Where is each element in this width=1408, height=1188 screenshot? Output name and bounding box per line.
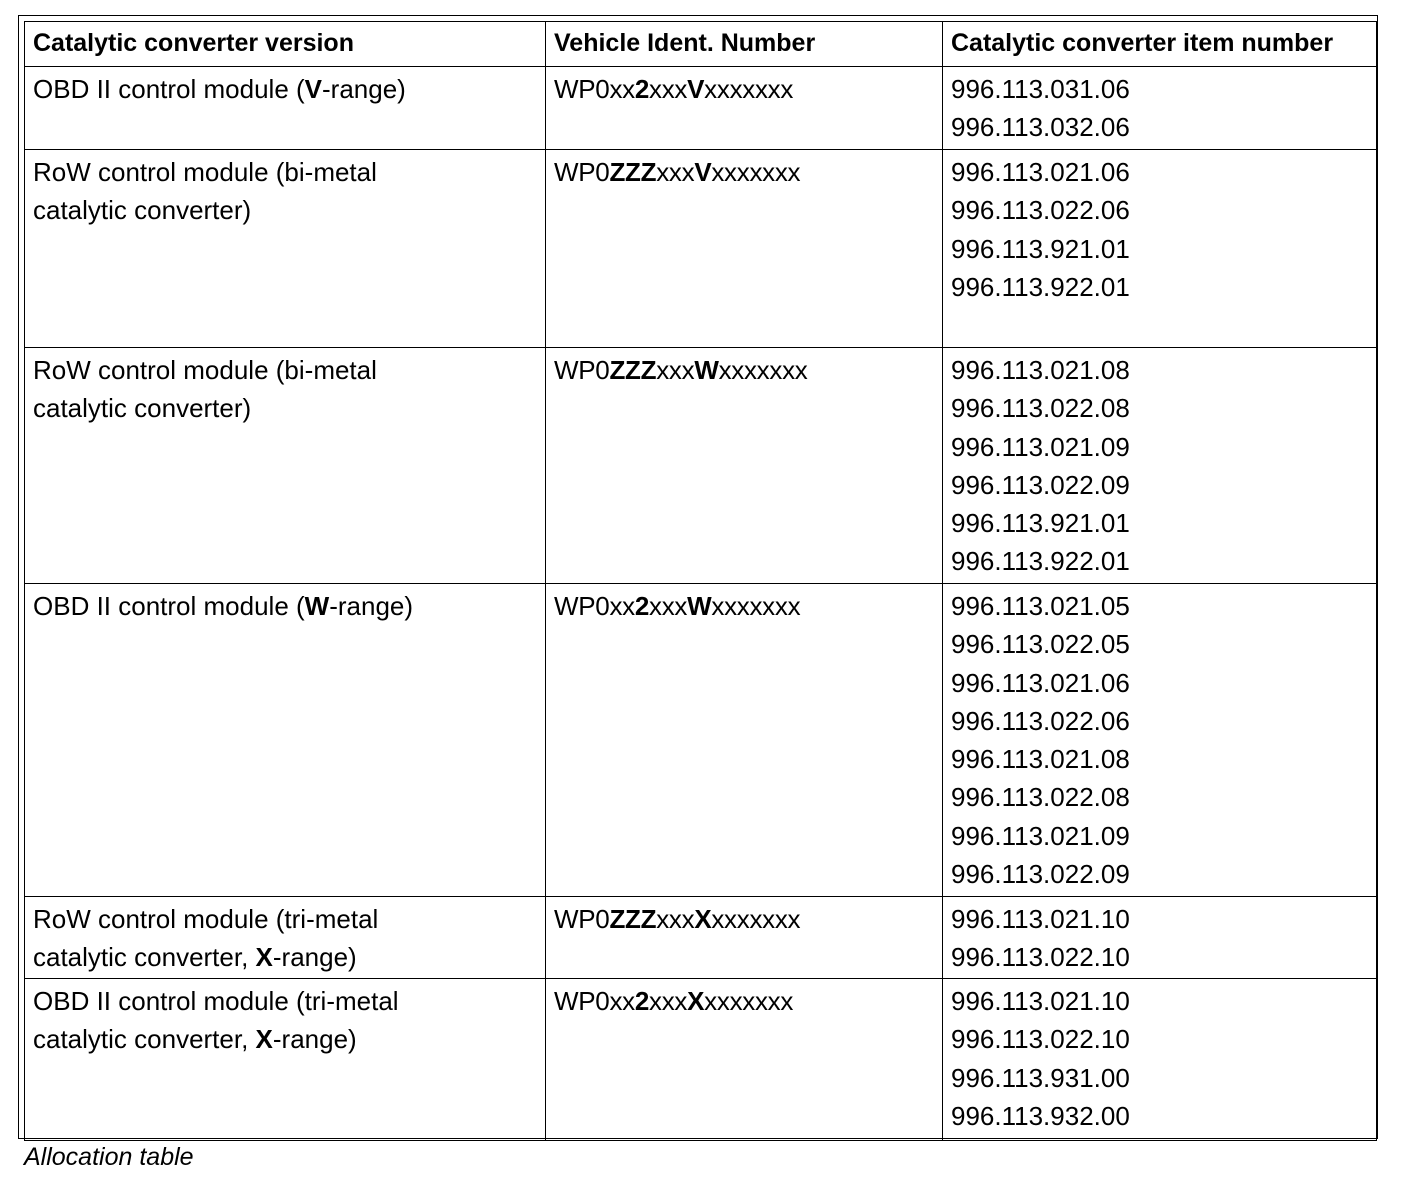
vin-code-bold: 2 bbox=[634, 74, 650, 104]
item-number: 996.113.021.06 bbox=[951, 667, 1130, 698]
version-text: RoW control module (tri-metal bbox=[33, 904, 379, 934]
version-text: OBD II control module ( bbox=[33, 591, 305, 621]
item-number: 996.113.922.01 bbox=[951, 546, 1130, 577]
item-number: 996.113.022.09 bbox=[951, 469, 1130, 500]
vin-code-bold: X bbox=[694, 904, 712, 934]
item-number: 996.113.021.06 bbox=[951, 157, 1130, 187]
version-line bbox=[33, 982, 545, 1020]
item-number: 996.113.022.05 bbox=[951, 629, 1130, 660]
version-text: -range) bbox=[272, 1024, 357, 1055]
version-code-bold: V bbox=[304, 74, 322, 104]
vin-text: WP0 bbox=[554, 157, 610, 187]
vin-text: xxxxxxx bbox=[711, 904, 801, 934]
version-line bbox=[33, 389, 545, 427]
item-number: 996.113.022.09 bbox=[951, 859, 1130, 890]
version-text: RoW control module (bi-metal bbox=[33, 157, 377, 187]
version-text: OBD II control module (tri-metal bbox=[33, 986, 399, 1016]
item-number: 996.113.021.08 bbox=[951, 744, 1130, 775]
version-line bbox=[33, 351, 545, 389]
vin-code-bold: ZZZ bbox=[609, 157, 657, 187]
version-line bbox=[33, 900, 545, 938]
vin-pattern bbox=[554, 351, 942, 389]
cell-converter-version bbox=[25, 897, 546, 979]
cell-vehicle-ident-number bbox=[546, 979, 943, 1141]
item-number: 996.113.921.01 bbox=[951, 508, 1130, 539]
cell-vehicle-ident-number bbox=[546, 584, 943, 897]
vin-code-bold: ZZZ bbox=[609, 355, 657, 385]
vin-text: xxx bbox=[656, 355, 695, 385]
vin-code-bold: X bbox=[687, 986, 705, 1016]
item-number: 996.113.021.08 bbox=[951, 355, 1130, 385]
cell-item-numbers bbox=[943, 897, 1377, 979]
vin-text: xxxxxxx bbox=[711, 591, 801, 621]
allocation-table bbox=[24, 21, 1377, 1141]
item-number: 996.113.022.08 bbox=[951, 782, 1130, 813]
vin-text: WP0 bbox=[554, 904, 610, 934]
vin-code-bold: W bbox=[694, 355, 719, 385]
item-number: 996.113.022.06 bbox=[951, 195, 1130, 226]
vin-code-bold: ZZZ bbox=[609, 904, 657, 934]
table-row bbox=[25, 67, 1377, 150]
version-text: -range) bbox=[329, 591, 414, 621]
header-row bbox=[25, 22, 1377, 67]
cell-item-numbers bbox=[943, 348, 1377, 584]
vin-text: xxxxxxx bbox=[711, 157, 801, 187]
item-number: 996.113.932.00 bbox=[951, 1100, 1130, 1131]
version-text: catalytic converter) bbox=[33, 393, 252, 424]
version-line bbox=[33, 153, 545, 191]
version-text: RoW control module (bi-metal bbox=[33, 355, 377, 385]
vin-text: WP0xx bbox=[554, 74, 635, 104]
cell-converter-version bbox=[25, 150, 546, 348]
cell-item-numbers bbox=[943, 67, 1377, 150]
version-code-bold: X bbox=[255, 942, 273, 973]
vin-text: xxxxxxx bbox=[718, 355, 808, 385]
vin-text: xxx bbox=[656, 157, 695, 187]
cell-vehicle-ident-number bbox=[546, 67, 943, 150]
version-line bbox=[33, 587, 545, 625]
vin-text: xxxxxxx bbox=[704, 74, 794, 104]
version-text: catalytic converter, bbox=[33, 1024, 256, 1055]
item-number: 996.113.021.10 bbox=[951, 986, 1130, 1016]
table-row bbox=[25, 979, 1377, 1141]
version-line bbox=[33, 1020, 545, 1058]
cell-vehicle-ident-number bbox=[546, 150, 943, 348]
vin-code-bold: V bbox=[687, 74, 705, 104]
item-number: 996.113.021.09 bbox=[951, 431, 1130, 462]
version-text: -range) bbox=[272, 942, 357, 973]
version-line bbox=[33, 938, 545, 976]
table-body bbox=[25, 67, 1377, 1141]
table-header bbox=[25, 22, 1377, 67]
cell-vehicle-ident-number bbox=[546, 348, 943, 584]
version-text: catalytic converter) bbox=[33, 195, 252, 226]
item-number: 996.113.031.06 bbox=[951, 74, 1130, 104]
item-number: 996.113.021.09 bbox=[951, 820, 1130, 851]
version-text: -range) bbox=[322, 74, 406, 104]
table-caption: Allocation table bbox=[24, 1143, 194, 1171]
cell-converter-version bbox=[25, 67, 546, 150]
item-number: 996.113.021.05 bbox=[951, 591, 1130, 621]
vin-pattern bbox=[554, 900, 942, 938]
header-vehicle-ident-number: Vehicle Ident. Number bbox=[546, 22, 943, 67]
item-number: 996.113.022.10 bbox=[951, 942, 1130, 973]
cell-converter-version bbox=[25, 584, 546, 897]
vin-text: xxx bbox=[656, 904, 695, 934]
vin-text: WP0xx bbox=[554, 591, 635, 621]
vin-pattern bbox=[554, 982, 942, 1020]
vin-pattern bbox=[554, 153, 942, 191]
vin-text: xxx bbox=[649, 986, 688, 1016]
cell-vehicle-ident-number bbox=[546, 897, 943, 979]
vin-text: WP0 bbox=[554, 355, 610, 385]
cell-item-numbers bbox=[943, 979, 1377, 1141]
vin-pattern bbox=[554, 70, 942, 108]
version-text: OBD II control module ( bbox=[33, 74, 305, 104]
version-line bbox=[33, 70, 545, 108]
vin-code-bold: V bbox=[694, 157, 712, 187]
item-number: 996.113.022.10 bbox=[951, 1024, 1130, 1055]
table-row bbox=[25, 348, 1377, 584]
vin-code-bold: 2 bbox=[634, 591, 650, 621]
table-row bbox=[25, 584, 1377, 897]
version-code-bold: X bbox=[255, 1024, 273, 1055]
item-number: 996.113.022.06 bbox=[951, 705, 1130, 736]
cell-item-numbers bbox=[943, 584, 1377, 897]
header-catalytic-converter-version: Catalytic converter version bbox=[25, 22, 546, 67]
item-number: 996.113.931.00 bbox=[951, 1062, 1130, 1093]
table-row bbox=[25, 150, 1377, 348]
table-row bbox=[25, 897, 1377, 979]
vin-code-bold: 2 bbox=[634, 986, 650, 1016]
item-number: 996.113.921.01 bbox=[951, 233, 1130, 264]
item-number: 996.113.032.06 bbox=[951, 112, 1130, 143]
item-number: 996.113.021.10 bbox=[951, 904, 1130, 934]
vin-code-bold: W bbox=[687, 591, 712, 621]
cell-converter-version bbox=[25, 979, 546, 1141]
header-catalytic-converter-item-number: Catalytic converter item number bbox=[943, 22, 1377, 67]
vin-text: xxx bbox=[649, 591, 688, 621]
vin-text: xxx bbox=[649, 74, 688, 104]
vin-text: xxxxxxx bbox=[704, 986, 794, 1016]
item-number: 996.113.922.01 bbox=[951, 271, 1130, 302]
version-line bbox=[33, 191, 545, 229]
version-code-bold: W bbox=[304, 591, 330, 621]
cell-item-numbers bbox=[943, 150, 1377, 348]
vin-pattern bbox=[554, 587, 942, 625]
version-text: catalytic converter, bbox=[33, 942, 256, 973]
item-number: 996.113.022.08 bbox=[951, 393, 1130, 424]
cell-converter-version bbox=[25, 348, 546, 584]
vin-text: WP0xx bbox=[554, 986, 635, 1016]
